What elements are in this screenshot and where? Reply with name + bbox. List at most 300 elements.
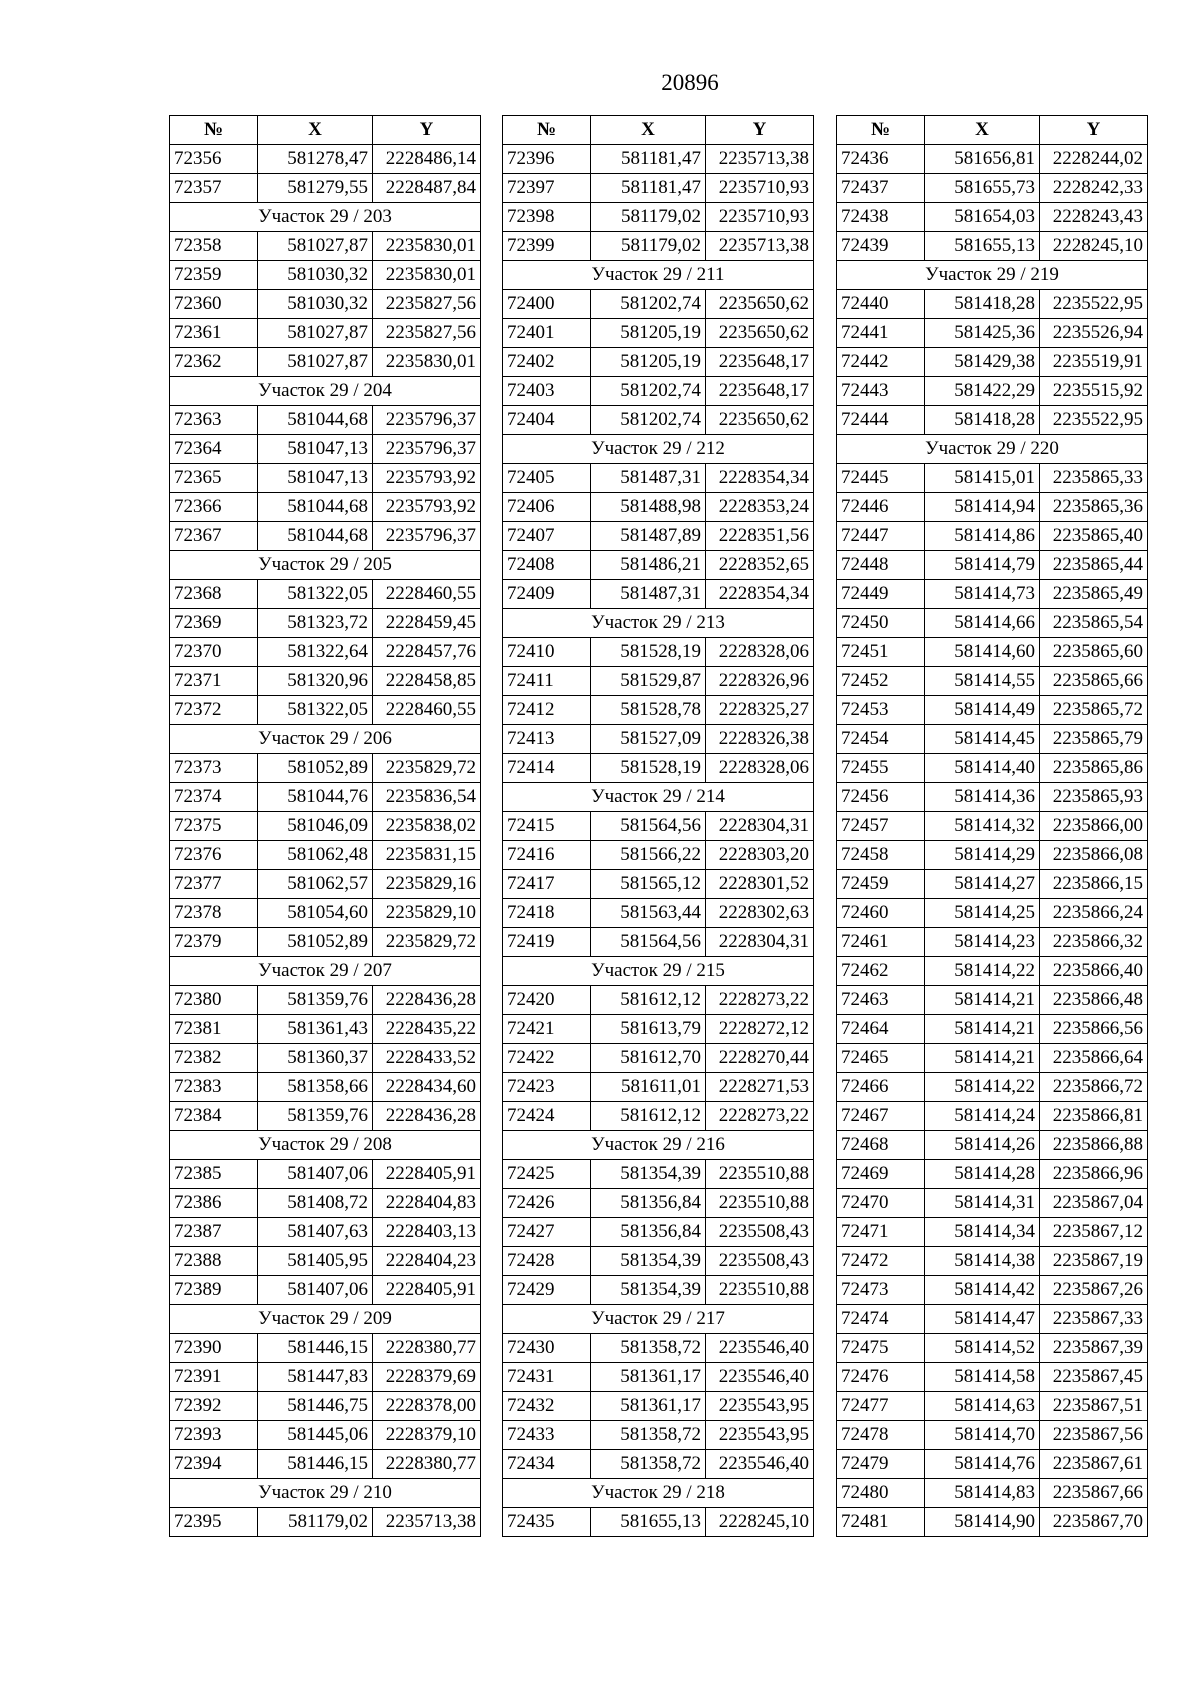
y-coordinate: 2235829,72 bbox=[373, 928, 481, 957]
y-coordinate: 2235866,15 bbox=[1040, 870, 1148, 899]
table-row bbox=[837, 899, 1148, 928]
point-number: 72363 bbox=[170, 406, 258, 435]
x-coordinate: 581360,37 bbox=[258, 1044, 373, 1073]
point-number: 72450 bbox=[837, 609, 925, 638]
table-row bbox=[170, 348, 481, 377]
point-number: 72479 bbox=[837, 1450, 925, 1479]
table-row bbox=[837, 580, 1148, 609]
section-title: Участок 29 / 209 bbox=[170, 1305, 481, 1334]
point-number: 72436 bbox=[837, 145, 925, 174]
y-coordinate: 2235867,45 bbox=[1040, 1363, 1148, 1392]
section-row bbox=[503, 609, 814, 638]
y-coordinate: 2228272,12 bbox=[706, 1015, 814, 1044]
y-coordinate: 2235526,94 bbox=[1040, 319, 1148, 348]
point-number: 72452 bbox=[837, 667, 925, 696]
x-coordinate: 581361,17 bbox=[591, 1363, 706, 1392]
section-title: Участок 29 / 206 bbox=[170, 725, 481, 754]
point-number: 72373 bbox=[170, 754, 258, 783]
table-row bbox=[170, 1247, 481, 1276]
point-number: 72378 bbox=[170, 899, 258, 928]
table-row bbox=[503, 522, 814, 551]
y-coordinate: 2235648,17 bbox=[706, 348, 814, 377]
table-row bbox=[503, 1450, 814, 1479]
point-number: 72365 bbox=[170, 464, 258, 493]
x-coordinate: 581044,68 bbox=[258, 406, 373, 435]
table-row bbox=[837, 493, 1148, 522]
point-number: 72434 bbox=[503, 1450, 591, 1479]
table-row bbox=[837, 1044, 1148, 1073]
point-number: 72370 bbox=[170, 638, 258, 667]
point-number: 72400 bbox=[503, 290, 591, 319]
table-row bbox=[503, 1189, 814, 1218]
header-x: X bbox=[591, 116, 706, 145]
y-coordinate: 2235866,56 bbox=[1040, 1015, 1148, 1044]
y-coordinate: 2235648,17 bbox=[706, 377, 814, 406]
point-number: 72460 bbox=[837, 899, 925, 928]
header-number: № bbox=[837, 116, 925, 145]
y-coordinate: 2235865,86 bbox=[1040, 754, 1148, 783]
y-coordinate: 2235866,00 bbox=[1040, 812, 1148, 841]
y-coordinate: 2235508,43 bbox=[706, 1218, 814, 1247]
point-number: 72417 bbox=[503, 870, 591, 899]
table-row bbox=[503, 1015, 814, 1044]
y-coordinate: 2235522,95 bbox=[1040, 290, 1148, 319]
point-number: 72461 bbox=[837, 928, 925, 957]
point-number: 72368 bbox=[170, 580, 258, 609]
table-row bbox=[837, 1073, 1148, 1102]
table-row bbox=[170, 899, 481, 928]
table-row bbox=[837, 203, 1148, 232]
x-coordinate: 581655,13 bbox=[591, 1508, 706, 1537]
point-number: 72366 bbox=[170, 493, 258, 522]
y-coordinate: 2228304,31 bbox=[706, 812, 814, 841]
y-coordinate: 2228271,53 bbox=[706, 1073, 814, 1102]
x-coordinate: 581181,47 bbox=[591, 145, 706, 174]
section-row bbox=[503, 261, 814, 290]
section-title: Участок 29 / 207 bbox=[170, 957, 481, 986]
y-coordinate: 2228458,85 bbox=[373, 667, 481, 696]
y-coordinate: 2228487,84 bbox=[373, 174, 481, 203]
table-row bbox=[837, 377, 1148, 406]
point-number: 72432 bbox=[503, 1392, 591, 1421]
table-row bbox=[503, 1276, 814, 1305]
y-coordinate: 2228405,91 bbox=[373, 1276, 481, 1305]
y-coordinate: 2228486,14 bbox=[373, 145, 481, 174]
point-number: 72435 bbox=[503, 1508, 591, 1537]
y-coordinate: 2228245,10 bbox=[1040, 232, 1148, 261]
y-coordinate: 2228352,65 bbox=[706, 551, 814, 580]
table-row bbox=[837, 1015, 1148, 1044]
x-coordinate: 581322,64 bbox=[258, 638, 373, 667]
table-row bbox=[170, 261, 481, 290]
x-coordinate: 581414,27 bbox=[925, 870, 1040, 899]
x-coordinate: 581487,89 bbox=[591, 522, 706, 551]
point-number: 72457 bbox=[837, 812, 925, 841]
x-coordinate: 581052,89 bbox=[258, 754, 373, 783]
table-row bbox=[837, 464, 1148, 493]
y-coordinate: 2228326,96 bbox=[706, 667, 814, 696]
table-row bbox=[170, 1508, 481, 1537]
x-coordinate: 581414,36 bbox=[925, 783, 1040, 812]
point-number: 72465 bbox=[837, 1044, 925, 1073]
y-coordinate: 2235650,62 bbox=[706, 319, 814, 348]
table-row bbox=[170, 928, 481, 957]
y-coordinate: 2228304,31 bbox=[706, 928, 814, 957]
point-number: 72404 bbox=[503, 406, 591, 435]
x-coordinate: 581564,56 bbox=[591, 928, 706, 957]
x-coordinate: 581356,84 bbox=[591, 1218, 706, 1247]
header-x: X bbox=[258, 116, 373, 145]
point-number: 72418 bbox=[503, 899, 591, 928]
point-number: 72397 bbox=[503, 174, 591, 203]
y-coordinate: 2235713,38 bbox=[373, 1508, 481, 1537]
y-coordinate: 2228460,55 bbox=[373, 696, 481, 725]
table-row bbox=[503, 1392, 814, 1421]
x-coordinate: 581414,94 bbox=[925, 493, 1040, 522]
x-coordinate: 581563,44 bbox=[591, 899, 706, 928]
header-x: X bbox=[925, 116, 1040, 145]
x-coordinate: 581414,55 bbox=[925, 667, 1040, 696]
y-coordinate: 2235519,91 bbox=[1040, 348, 1148, 377]
y-coordinate: 2228404,83 bbox=[373, 1189, 481, 1218]
x-coordinate: 581359,76 bbox=[258, 986, 373, 1015]
point-number: 72402 bbox=[503, 348, 591, 377]
y-coordinate: 2235508,43 bbox=[706, 1247, 814, 1276]
y-coordinate: 2228404,23 bbox=[373, 1247, 481, 1276]
point-number: 72468 bbox=[837, 1131, 925, 1160]
y-coordinate: 2228328,06 bbox=[706, 754, 814, 783]
y-coordinate: 2228354,34 bbox=[706, 580, 814, 609]
point-number: 72375 bbox=[170, 812, 258, 841]
y-coordinate: 2235546,40 bbox=[706, 1334, 814, 1363]
x-coordinate: 581414,45 bbox=[925, 725, 1040, 754]
x-coordinate: 581414,21 bbox=[925, 1015, 1040, 1044]
y-coordinate: 2228380,77 bbox=[373, 1450, 481, 1479]
table-row bbox=[170, 1334, 481, 1363]
table-row bbox=[170, 406, 481, 435]
x-coordinate: 581361,17 bbox=[591, 1392, 706, 1421]
x-coordinate: 581527,09 bbox=[591, 725, 706, 754]
table-row bbox=[170, 232, 481, 261]
x-coordinate: 581047,13 bbox=[258, 464, 373, 493]
section-title: Участок 29 / 216 bbox=[503, 1131, 814, 1160]
point-number: 72391 bbox=[170, 1363, 258, 1392]
table-row bbox=[170, 1015, 481, 1044]
x-coordinate: 581359,76 bbox=[258, 1102, 373, 1131]
y-coordinate: 2235866,81 bbox=[1040, 1102, 1148, 1131]
x-coordinate: 581446,75 bbox=[258, 1392, 373, 1421]
table-row bbox=[503, 812, 814, 841]
x-coordinate: 581655,73 bbox=[925, 174, 1040, 203]
point-number: 72369 bbox=[170, 609, 258, 638]
x-coordinate: 581414,25 bbox=[925, 899, 1040, 928]
x-coordinate: 581179,02 bbox=[258, 1508, 373, 1537]
table-row bbox=[170, 609, 481, 638]
x-coordinate: 581407,63 bbox=[258, 1218, 373, 1247]
x-coordinate: 581414,38 bbox=[925, 1247, 1040, 1276]
table-row bbox=[837, 174, 1148, 203]
table-row bbox=[503, 754, 814, 783]
x-coordinate: 581044,76 bbox=[258, 783, 373, 812]
table-row bbox=[170, 1044, 481, 1073]
x-coordinate: 581445,06 bbox=[258, 1421, 373, 1450]
header-y: Y bbox=[1040, 116, 1148, 145]
point-number: 72395 bbox=[170, 1508, 258, 1537]
point-number: 72382 bbox=[170, 1044, 258, 1073]
table-row bbox=[170, 1276, 481, 1305]
point-number: 72439 bbox=[837, 232, 925, 261]
x-coordinate: 581529,87 bbox=[591, 667, 706, 696]
point-number: 72475 bbox=[837, 1334, 925, 1363]
point-number: 72454 bbox=[837, 725, 925, 754]
y-coordinate: 2235867,70 bbox=[1040, 1508, 1148, 1537]
x-coordinate: 581418,28 bbox=[925, 290, 1040, 319]
y-coordinate: 2235829,72 bbox=[373, 754, 481, 783]
y-coordinate: 2235796,37 bbox=[373, 406, 481, 435]
table-row bbox=[503, 580, 814, 609]
table-row bbox=[170, 319, 481, 348]
point-number: 72453 bbox=[837, 696, 925, 725]
x-coordinate: 581414,86 bbox=[925, 522, 1040, 551]
section-row bbox=[170, 203, 481, 232]
x-coordinate: 581414,90 bbox=[925, 1508, 1040, 1537]
table-row bbox=[837, 1479, 1148, 1508]
point-number: 72358 bbox=[170, 232, 258, 261]
table-row bbox=[503, 203, 814, 232]
y-coordinate: 2235866,48 bbox=[1040, 986, 1148, 1015]
point-number: 72481 bbox=[837, 1508, 925, 1537]
x-coordinate: 581414,52 bbox=[925, 1334, 1040, 1363]
section-title: Участок 29 / 210 bbox=[170, 1479, 481, 1508]
table-row bbox=[503, 1102, 814, 1131]
x-coordinate: 581027,87 bbox=[258, 319, 373, 348]
table-row bbox=[170, 1392, 481, 1421]
table-row bbox=[170, 667, 481, 696]
x-coordinate: 581429,38 bbox=[925, 348, 1040, 377]
y-coordinate: 2235865,33 bbox=[1040, 464, 1148, 493]
point-number: 72424 bbox=[503, 1102, 591, 1131]
point-number: 72473 bbox=[837, 1276, 925, 1305]
section-title: Участок 29 / 219 bbox=[837, 261, 1148, 290]
section-title: Участок 29 / 214 bbox=[503, 783, 814, 812]
y-coordinate: 2235713,38 bbox=[706, 145, 814, 174]
x-coordinate: 581358,72 bbox=[591, 1421, 706, 1450]
point-number: 72476 bbox=[837, 1363, 925, 1392]
table-row bbox=[837, 696, 1148, 725]
point-number: 72447 bbox=[837, 522, 925, 551]
y-coordinate: 2228326,38 bbox=[706, 725, 814, 754]
x-coordinate: 581414,32 bbox=[925, 812, 1040, 841]
table-row bbox=[170, 1073, 481, 1102]
y-coordinate: 2235867,04 bbox=[1040, 1189, 1148, 1218]
y-coordinate: 2228353,24 bbox=[706, 493, 814, 522]
section-row bbox=[170, 1479, 481, 1508]
table-row bbox=[837, 145, 1148, 174]
point-number: 72387 bbox=[170, 1218, 258, 1247]
y-coordinate: 2235866,32 bbox=[1040, 928, 1148, 957]
x-coordinate: 581446,15 bbox=[258, 1334, 373, 1363]
y-coordinate: 2228436,28 bbox=[373, 1102, 481, 1131]
y-coordinate: 2228434,60 bbox=[373, 1073, 481, 1102]
table-header-row bbox=[503, 116, 814, 145]
y-coordinate: 2228244,02 bbox=[1040, 145, 1148, 174]
point-number: 72384 bbox=[170, 1102, 258, 1131]
table-row bbox=[170, 754, 481, 783]
header-y: Y bbox=[706, 116, 814, 145]
y-coordinate: 2228403,13 bbox=[373, 1218, 481, 1247]
point-number: 72388 bbox=[170, 1247, 258, 1276]
y-coordinate: 2228242,33 bbox=[1040, 174, 1148, 203]
x-coordinate: 581027,87 bbox=[258, 348, 373, 377]
x-coordinate: 581414,22 bbox=[925, 957, 1040, 986]
header-number: № bbox=[503, 116, 591, 145]
x-coordinate: 581414,76 bbox=[925, 1450, 1040, 1479]
header-y: Y bbox=[373, 116, 481, 145]
x-coordinate: 581322,05 bbox=[258, 580, 373, 609]
section-row bbox=[503, 1479, 814, 1508]
point-number: 72413 bbox=[503, 725, 591, 754]
table-row bbox=[837, 1334, 1148, 1363]
table-row bbox=[170, 145, 481, 174]
y-coordinate: 2228378,00 bbox=[373, 1392, 481, 1421]
table-row bbox=[170, 638, 481, 667]
point-number: 72441 bbox=[837, 319, 925, 348]
point-number: 72429 bbox=[503, 1276, 591, 1305]
point-number: 72458 bbox=[837, 841, 925, 870]
point-number: 72467 bbox=[837, 1102, 925, 1131]
x-coordinate: 581414,42 bbox=[925, 1276, 1040, 1305]
point-number: 72396 bbox=[503, 145, 591, 174]
y-coordinate: 2235650,62 bbox=[706, 406, 814, 435]
point-number: 72474 bbox=[837, 1305, 925, 1334]
y-coordinate: 2235831,15 bbox=[373, 841, 481, 870]
y-coordinate: 2235830,01 bbox=[373, 232, 481, 261]
y-coordinate: 2228379,10 bbox=[373, 1421, 481, 1450]
y-coordinate: 2235510,88 bbox=[706, 1160, 814, 1189]
y-coordinate: 2235865,54 bbox=[1040, 609, 1148, 638]
point-number: 72428 bbox=[503, 1247, 591, 1276]
table-row bbox=[837, 609, 1148, 638]
table-row bbox=[837, 1160, 1148, 1189]
y-coordinate: 2235829,16 bbox=[373, 870, 481, 899]
table-row bbox=[503, 232, 814, 261]
point-number: 72371 bbox=[170, 667, 258, 696]
y-coordinate: 2235867,61 bbox=[1040, 1450, 1148, 1479]
x-coordinate: 581414,21 bbox=[925, 1044, 1040, 1073]
x-coordinate: 581030,32 bbox=[258, 290, 373, 319]
x-coordinate: 581047,13 bbox=[258, 435, 373, 464]
x-coordinate: 581358,72 bbox=[591, 1334, 706, 1363]
x-coordinate: 581407,06 bbox=[258, 1276, 373, 1305]
table-row bbox=[170, 1102, 481, 1131]
y-coordinate: 2235546,40 bbox=[706, 1363, 814, 1392]
point-number: 72367 bbox=[170, 522, 258, 551]
point-number: 72472 bbox=[837, 1247, 925, 1276]
point-number: 72448 bbox=[837, 551, 925, 580]
point-number: 72427 bbox=[503, 1218, 591, 1247]
table-row bbox=[837, 551, 1148, 580]
table-row bbox=[170, 696, 481, 725]
point-number: 72386 bbox=[170, 1189, 258, 1218]
point-number: 72463 bbox=[837, 986, 925, 1015]
point-number: 72442 bbox=[837, 348, 925, 377]
table-row bbox=[170, 290, 481, 319]
x-coordinate: 581179,02 bbox=[591, 203, 706, 232]
x-coordinate: 581205,19 bbox=[591, 319, 706, 348]
section-row bbox=[170, 377, 481, 406]
x-coordinate: 581407,06 bbox=[258, 1160, 373, 1189]
y-coordinate: 2228351,56 bbox=[706, 522, 814, 551]
x-coordinate: 581356,84 bbox=[591, 1189, 706, 1218]
y-coordinate: 2228273,22 bbox=[706, 1102, 814, 1131]
table-row bbox=[837, 754, 1148, 783]
table-row bbox=[503, 348, 814, 377]
point-number: 72430 bbox=[503, 1334, 591, 1363]
section-row bbox=[170, 957, 481, 986]
point-number: 72372 bbox=[170, 696, 258, 725]
point-number: 72405 bbox=[503, 464, 591, 493]
x-coordinate: 581414,63 bbox=[925, 1392, 1040, 1421]
section-title: Участок 29 / 213 bbox=[503, 609, 814, 638]
table-row bbox=[170, 1189, 481, 1218]
x-coordinate: 581415,01 bbox=[925, 464, 1040, 493]
x-coordinate: 581202,74 bbox=[591, 290, 706, 319]
point-number: 72362 bbox=[170, 348, 258, 377]
table-row bbox=[837, 1247, 1148, 1276]
table-row bbox=[170, 174, 481, 203]
table-row bbox=[170, 464, 481, 493]
x-coordinate: 581414,70 bbox=[925, 1421, 1040, 1450]
y-coordinate: 2235866,40 bbox=[1040, 957, 1148, 986]
y-coordinate: 2228460,55 bbox=[373, 580, 481, 609]
section-title: Участок 29 / 217 bbox=[503, 1305, 814, 1334]
x-coordinate: 581414,28 bbox=[925, 1160, 1040, 1189]
x-coordinate: 581358,72 bbox=[591, 1450, 706, 1479]
section-title: Участок 29 / 215 bbox=[503, 957, 814, 986]
y-coordinate: 2235865,72 bbox=[1040, 696, 1148, 725]
point-number: 72357 bbox=[170, 174, 258, 203]
y-coordinate: 2235867,12 bbox=[1040, 1218, 1148, 1247]
y-coordinate: 2235867,51 bbox=[1040, 1392, 1148, 1421]
table-row bbox=[837, 1363, 1148, 1392]
point-number: 72399 bbox=[503, 232, 591, 261]
y-coordinate: 2235866,88 bbox=[1040, 1131, 1148, 1160]
x-coordinate: 581414,40 bbox=[925, 754, 1040, 783]
x-coordinate: 581323,72 bbox=[258, 609, 373, 638]
point-number: 72480 bbox=[837, 1479, 925, 1508]
y-coordinate: 2235650,62 bbox=[706, 290, 814, 319]
point-number: 72407 bbox=[503, 522, 591, 551]
x-coordinate: 581320,96 bbox=[258, 667, 373, 696]
point-number: 72419 bbox=[503, 928, 591, 957]
table-row bbox=[837, 1305, 1148, 1334]
table-row bbox=[837, 1450, 1148, 1479]
point-number: 72423 bbox=[503, 1073, 591, 1102]
x-coordinate: 581354,39 bbox=[591, 1160, 706, 1189]
point-number: 72470 bbox=[837, 1189, 925, 1218]
point-number: 72478 bbox=[837, 1421, 925, 1450]
point-number: 72431 bbox=[503, 1363, 591, 1392]
x-coordinate: 581528,19 bbox=[591, 638, 706, 667]
y-coordinate: 2228302,63 bbox=[706, 899, 814, 928]
table-row bbox=[837, 1189, 1148, 1218]
point-number: 72459 bbox=[837, 870, 925, 899]
point-number: 72420 bbox=[503, 986, 591, 1015]
table-row bbox=[837, 1218, 1148, 1247]
point-number: 72469 bbox=[837, 1160, 925, 1189]
y-coordinate: 2235710,93 bbox=[706, 203, 814, 232]
x-coordinate: 581446,15 bbox=[258, 1450, 373, 1479]
